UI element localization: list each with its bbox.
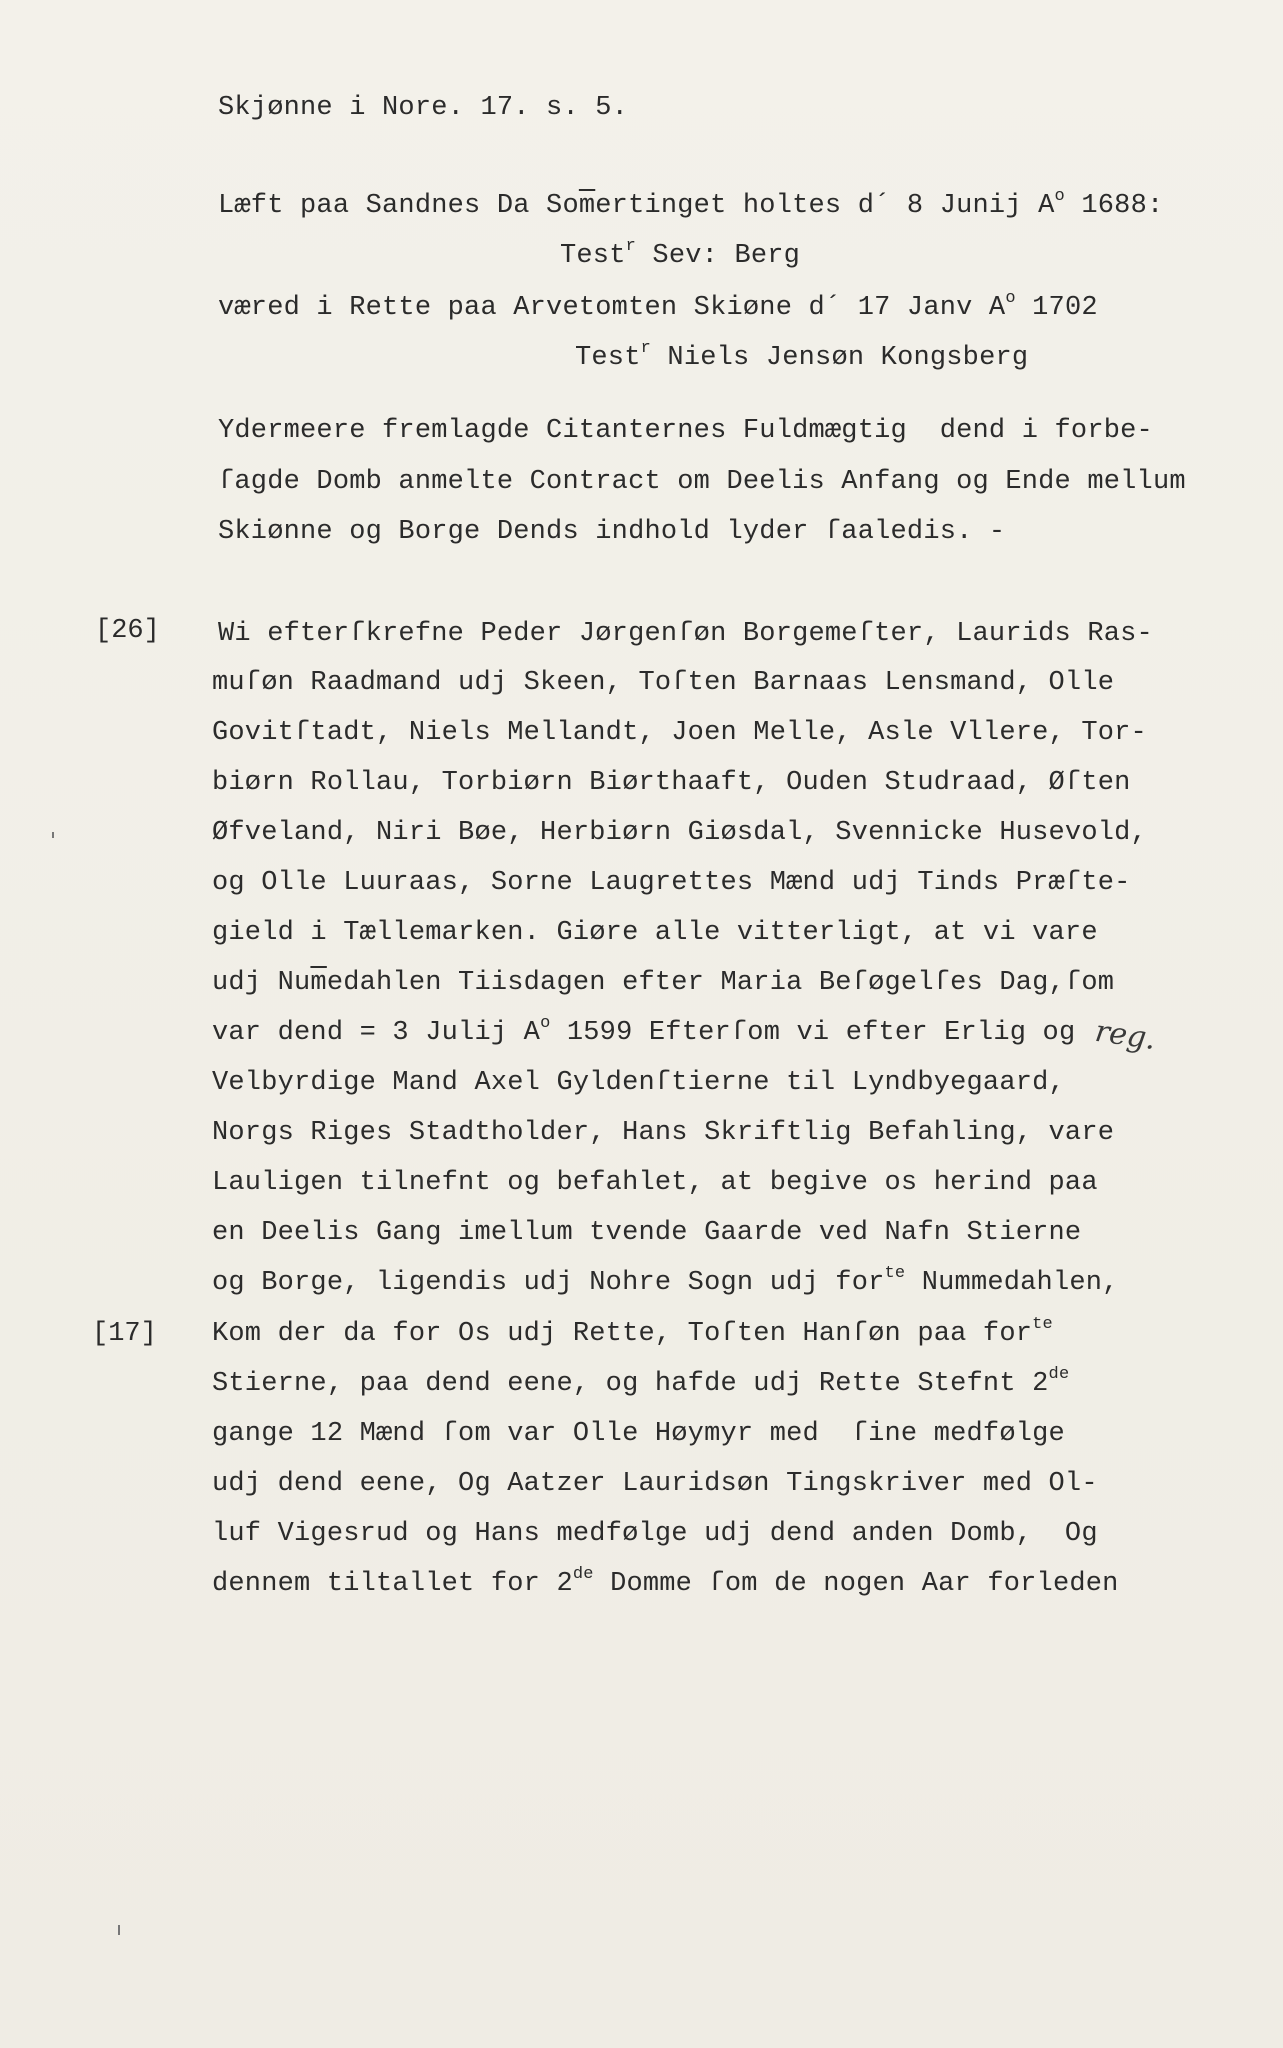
text-span: ertinget holtes d´ 8 Junij A bbox=[595, 191, 1055, 221]
body-line bbox=[212, 967, 1114, 999]
superscript: r bbox=[640, 339, 652, 358]
body-line: en Deelis Gang imellum tvende Gaarde ved Nafn Stierne bbox=[212, 1218, 1082, 1248]
body-line: Govitſtadt, Niels Mellandt, Joen Melle, Asle Vllere, Tor- bbox=[212, 718, 1147, 748]
text-span: Domme ſom de nogen Aar forleden bbox=[593, 1569, 1119, 1599]
superscript: o bbox=[540, 1014, 551, 1033]
intro-line: ſagde Domb anmelte Contract om Deelis Anfang og Ende mellum bbox=[218, 467, 1186, 497]
body-line bbox=[212, 1565, 1119, 1600]
text-span: Test bbox=[575, 343, 641, 373]
body-line bbox=[212, 1365, 1070, 1400]
text-span: 1702 bbox=[1015, 293, 1098, 323]
overlined-letter: $\overline{m}$ bbox=[578, 191, 596, 221]
body-line bbox=[212, 1264, 1119, 1299]
text-span: 1599 Efterſom vi efter Erlig og bbox=[550, 1018, 1076, 1048]
superscript: te bbox=[1032, 1315, 1053, 1334]
text-span: væred i Rette paa Arvetomten Skiøne d´ 17 Janv A bbox=[218, 293, 1006, 323]
superscript: o bbox=[1005, 289, 1016, 308]
text-span: Læft paa Sandnes Da So bbox=[218, 191, 579, 221]
text-span: Kom der da for Os udj Rette, Toſten Hanſøn paa for bbox=[212, 1319, 1033, 1349]
superscript: de bbox=[572, 1565, 594, 1584]
margin-reference: [26] bbox=[95, 616, 160, 646]
intro-line: Skiønne og Borge Dends indhold lyder ſaaledis. - bbox=[218, 517, 1006, 547]
superscript: de bbox=[1048, 1365, 1070, 1384]
note-line-3 bbox=[218, 289, 1098, 324]
body-line: Lauligen tilnefnt og befahlet, at begive os herind paa bbox=[212, 1168, 1098, 1198]
note-line-4 bbox=[575, 339, 1029, 374]
text-span: 1688: bbox=[1064, 191, 1164, 221]
body-line: Velbyrdige Mand Axel Gyldenſtierne til Lyndbyegaard, bbox=[212, 1068, 1065, 1098]
handwritten-note: reg. bbox=[1092, 1013, 1158, 1058]
intro-line: Ydermeere fremlagde Citanternes Fuldmægtig dend i forbe- bbox=[218, 416, 1153, 446]
body-line: gange 12 Mænd ſom var Olle Høymyr med ſine medfølge bbox=[212, 1419, 1065, 1449]
body-line: Øfveland, Niri Bøe, Herbiørn Giøsdal, Svennicke Husevold, bbox=[212, 818, 1147, 848]
text-span: Stierne, paa dend eene, og hafde udj Rette Stefnt 2 bbox=[212, 1369, 1049, 1399]
body-line: Wi efterſkrefne Peder Jørgenſøn Borgemeſter, Laurids Ras- bbox=[218, 619, 1153, 649]
body-line bbox=[212, 1315, 1053, 1350]
body-line: udj dend eene, Og Aatzer Lauridsøn Tingskriver med Ol- bbox=[212, 1469, 1098, 1499]
text-span: edahlen Tiisdagen efter Maria Beſøgelſes Dag,ſom bbox=[326, 968, 1115, 998]
body-line: biørn Rollau, Torbiørn Biørthaaft, Ouden Studraad, Øſten bbox=[212, 768, 1131, 798]
note-line-1 bbox=[218, 187, 1164, 222]
paper-speck bbox=[52, 832, 54, 838]
text-span: Niels Jensøn Kongsberg bbox=[651, 343, 1029, 373]
note-line-2 bbox=[560, 237, 801, 272]
body-line: luf Vigesrud og Hans medfølge udj dend anden Domb, Og bbox=[212, 1519, 1098, 1549]
text-span: udj Nu bbox=[212, 968, 311, 998]
document-header: Skjønne i Nore. 17. s. 5. bbox=[218, 93, 629, 123]
text-span: og Borge, ligendis udj Nohre Sogn udj for bbox=[212, 1268, 885, 1298]
body-line: og Olle Luuraas, Sorne Laugrettes Mænd udj Tinds Præſte- bbox=[212, 868, 1131, 898]
superscript: o bbox=[1054, 187, 1065, 206]
superscript: r bbox=[625, 237, 637, 256]
body-line: Norgs Riges Stadtholder, Hans Skriftlig Befahling, vare bbox=[212, 1118, 1115, 1148]
text-span: var dend = 3 Julij A bbox=[212, 1018, 541, 1048]
paper-speck bbox=[118, 1925, 120, 1935]
text-span: dennem tiltallet for 2 bbox=[212, 1569, 573, 1599]
body-line: muſøn Raadmand udj Skeen, Toſten Barnaas Lensmand, Olle bbox=[212, 668, 1115, 698]
text-span: Sev: Berg bbox=[636, 241, 801, 271]
body-line: gield i Tællemarken. Giøre alle vitterligt, at vi vare bbox=[212, 918, 1098, 948]
text-span: Test bbox=[560, 241, 626, 271]
overlined-letter: $\overline{m}$ bbox=[310, 968, 327, 998]
body-line bbox=[212, 1014, 1076, 1049]
superscript: te bbox=[884, 1264, 906, 1283]
text-span: Nummedahlen, bbox=[905, 1268, 1119, 1298]
margin-reference: [17] bbox=[92, 1319, 157, 1349]
